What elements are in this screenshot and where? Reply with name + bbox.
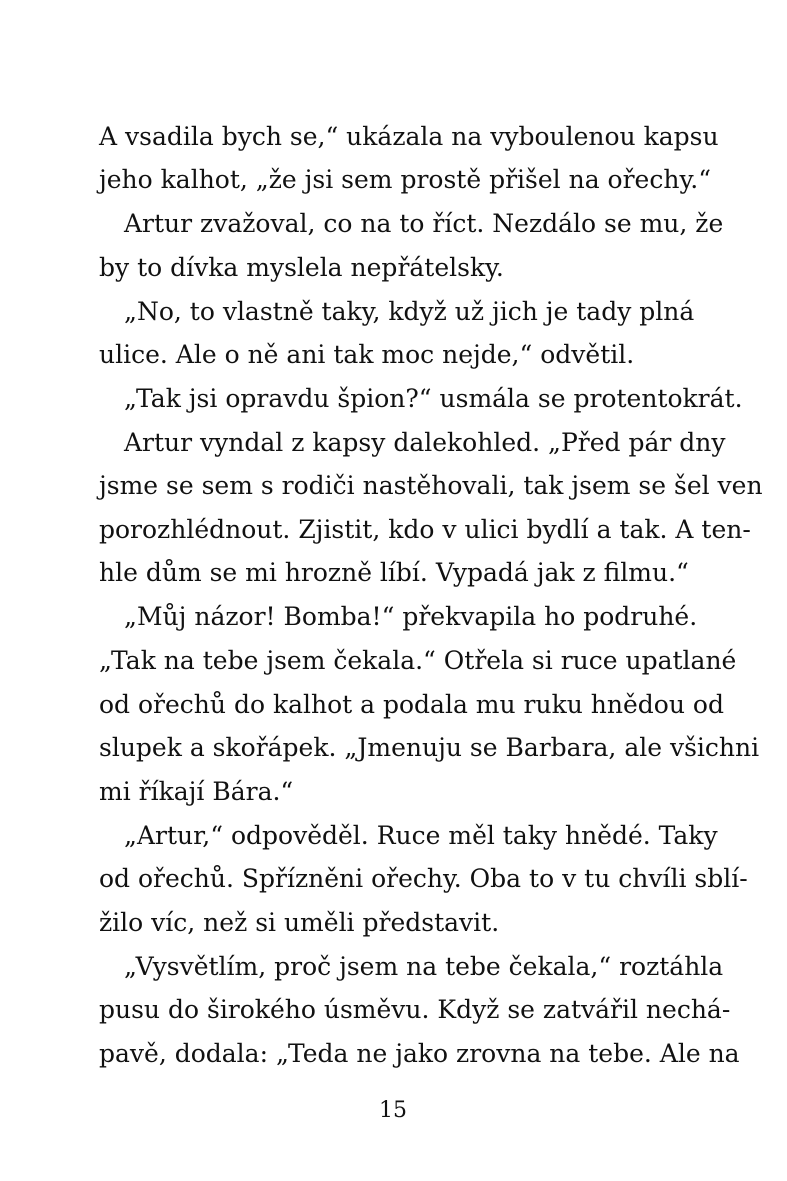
text-line: „No, to vlastně taky, když už jich je tady plná	[124, 297, 695, 326]
text-line: „Vysvětlím, proč jsem na tebe čekala,“ roztáhla	[124, 952, 724, 981]
text-line: mi říkají Bára.“	[99, 777, 294, 806]
text-line: pusu do širokého úsměvu. Když se zatvářil nechá-	[99, 995, 731, 1024]
text-line: porozhlédnout. Zjistit, kdo v ulici bydlí a tak. A ten-	[99, 515, 751, 544]
text-line: by to dívka myslela nepřátelsky.	[99, 253, 504, 282]
text-line: jsme se sem s rodiči nastěhovali, tak jsem se šel ven	[99, 471, 763, 500]
text-line: jeho kalhot, „že jsi sem prostě přišel na ořechy.“	[99, 165, 711, 194]
text-line: Artur vyndal z kapsy dalekohled. „Před pár dny	[124, 428, 726, 457]
text-line: „Můj názor! Bomba!“ překvapila ho podruhé.	[124, 602, 698, 631]
text-line: žilo víc, než si uměli představit.	[99, 908, 500, 937]
text-line: od ořechů do kalhot a podala mu ruku hnědou od	[99, 690, 724, 719]
page-number: 15	[379, 1098, 407, 1123]
text-line: od ořechů. Spřízněni ořechy. Oba to v tu chvíli sblí-	[99, 864, 748, 893]
text-line: A vsadila bych se,“ ukázala na vyboulenou kapsu	[99, 122, 719, 151]
text-line: ulice. Ale o ně ani tak moc nejde,“ odvětil.	[99, 340, 635, 369]
text-line: Artur zvažoval, co na to říct. Nezdálo se mu, že	[124, 209, 724, 238]
text-line: „Tak na tebe jsem čekala.“ Otřela si ruce upatlané	[99, 646, 737, 675]
text-line: hle dům se mi hrozně líbí. Vypadá jak z filmu.“	[99, 558, 689, 587]
text-line: „Tak jsi opravdu špion?“ usmála se protentokrát.	[124, 384, 743, 413]
text-line: „Artur,“ odpověděl. Ruce měl taky hnědé. Taky	[124, 821, 718, 850]
text-line: pavě, dodala: „Teda ne jako zrovna na tebe. Ale na	[99, 1039, 740, 1068]
text-line: slupek a skořápek. „Jmenuju se Barbara, ale všichni	[99, 733, 760, 762]
